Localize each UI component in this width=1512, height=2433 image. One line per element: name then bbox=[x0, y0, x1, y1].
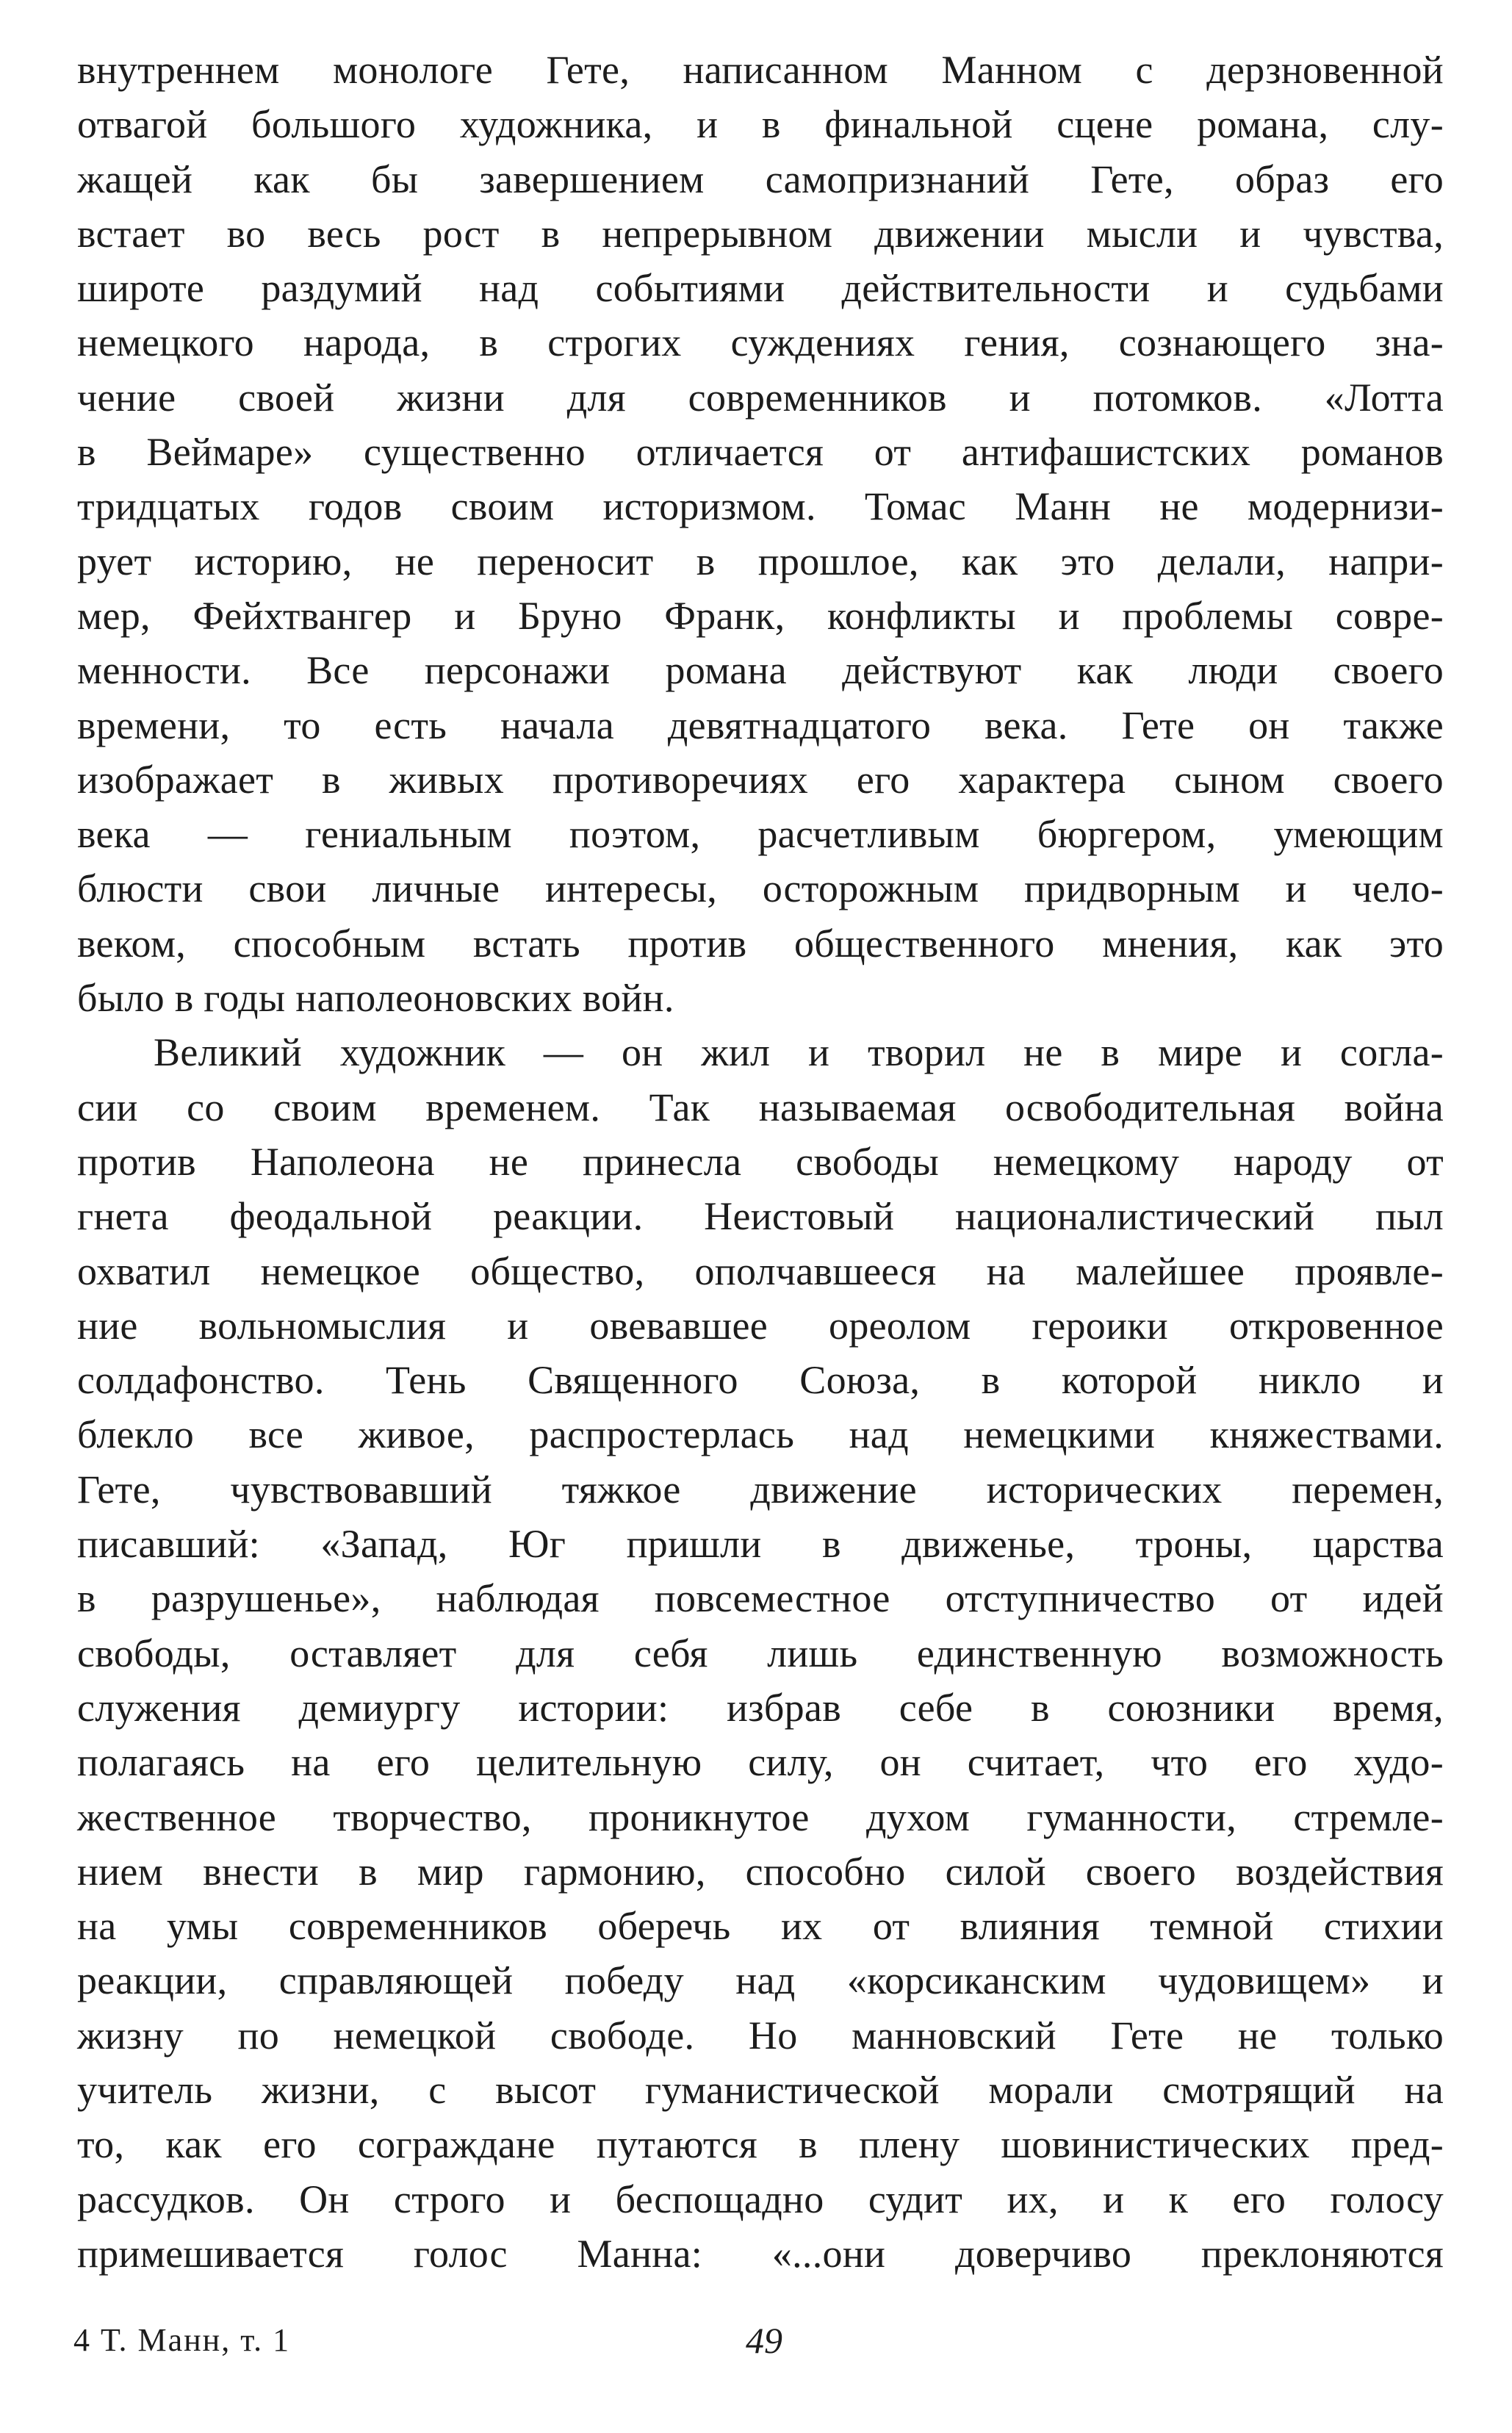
text-line: гнета феодальной реакции. Неистовый националистический пыл bbox=[77, 1194, 1444, 1239]
text-line: солдафонство. Тень Священного Союза, в которой никло и bbox=[77, 1358, 1444, 1403]
text-line: чение своей жизни для современников и потомков. «Лотта bbox=[77, 375, 1444, 420]
paragraph-1 bbox=[77, 43, 1444, 1025]
text-line: Гете, чувствовавший тяжкое движение исторических перемен, bbox=[77, 1467, 1444, 1512]
text-line: веком, способным встать против общественного мнения, как это bbox=[77, 921, 1444, 966]
text-line: полагаясь на его целительную силу, он считает, что его худо- bbox=[77, 1740, 1444, 1785]
text-line: времени, то есть начала девятнадцатого века. Гете он также bbox=[77, 702, 1444, 747]
text-line: жественное творчество, проникнутое духом гуманности, стремле- bbox=[77, 1794, 1444, 1839]
text-line: менности. Все персонажи романа действуют как люди своего bbox=[77, 648, 1444, 693]
text-line: примешивается голос Манна: «...они доверчиво преклоняются bbox=[77, 2231, 1444, 2276]
printer-signature: 4 Т. Манн, т. 1 bbox=[73, 2322, 291, 2358]
text-line: широте раздумий над событиями действительности и судьбами bbox=[77, 266, 1444, 311]
text-line: то, как его сограждане путаются в плену шовинистических пред- bbox=[77, 2122, 1444, 2167]
text-line: встает во весь рост в непрерывном движении мысли и чувства, bbox=[77, 211, 1444, 256]
text-line: блекло все живое, распростерлась над немецкими княжествами. bbox=[77, 1412, 1444, 1457]
page-footer bbox=[73, 2315, 1440, 2366]
text-line: рассудков. Он строго и беспощадно судит их, и к его голосу bbox=[77, 2177, 1444, 2221]
text-line: немецкого народа, в строгих суждениях гения, сознающего зна- bbox=[77, 320, 1444, 365]
text-line: на умы современников оберечь их от влияния темной стихии bbox=[77, 1904, 1444, 1949]
text-line: сии со своим временем. Так называемая освободительная война bbox=[77, 1085, 1444, 1129]
text-line: отвагой большого художника, и в финальной сцене романа, слу- bbox=[77, 102, 1444, 147]
text-line: служения демиургу истории: избрав себе в союзники время, bbox=[77, 1685, 1444, 1730]
text-line: было в годы наполеоновских войн. bbox=[77, 976, 674, 1021]
text-line: нием внести в мир гармонию, способно силой своего воздействия bbox=[77, 1849, 1444, 1894]
text-line: рует историю, не переносит в прошлое, как это делали, напри- bbox=[77, 539, 1444, 583]
text-line: в Веймаре» существенно отличается от антифашистских романов bbox=[77, 430, 1444, 475]
text-line: охватил немецкое общество, ополчавшееся на малейшее проявле- bbox=[77, 1248, 1444, 1293]
text-line: против Наполеона не принесла свободы немецкому народу от bbox=[77, 1139, 1444, 1184]
text-line: свободы, оставляет для себя лишь единственную возможность bbox=[77, 1631, 1444, 1675]
text-line: учитель жизни, с высот гуманистической морали смотрящий на bbox=[77, 2067, 1444, 2112]
text-line: жащей как бы завершением самопризнаний Гете, образ его bbox=[77, 157, 1444, 201]
text-line: ние вольномыслия и овевавшее ореолом героики откровенное bbox=[77, 1303, 1444, 1348]
text-line: века — гениальным поэтом, расчетливым бюргером, умеющим bbox=[77, 812, 1444, 857]
text-line: внутреннем монологе Гете, написанном Манном с дерзновенной bbox=[77, 48, 1444, 92]
text-line: блюсти свои личные интересы, осторожным придворным и чело- bbox=[77, 866, 1444, 911]
text-line: изображает в живых противоречиях его характера сыном своего bbox=[77, 757, 1444, 802]
text-line: мер, Фейхтвангер и Бруно Франк, конфликты и проблемы совре- bbox=[77, 593, 1444, 638]
text-line: реакции, справляющей победу над «корсиканским чудовищем» и bbox=[77, 1958, 1444, 2003]
text-line: писавший: «Запад, Юг пришли в движенье, троны, царства bbox=[77, 1522, 1444, 1567]
body-text bbox=[77, 43, 1444, 2281]
text-line: в разрушенье», наблюдая повсеместное отступничество от идей bbox=[77, 1576, 1444, 1621]
text-line: жизну по немецкой свободе. Но манновский Гете не только bbox=[77, 2013, 1444, 2058]
page-number: 49 bbox=[746, 2320, 782, 2361]
text-line: тридцатых годов своим историзмом. Томас Манн не модернизи- bbox=[77, 484, 1444, 529]
text-line: Великий художник — он жил и творил не в мире и согла- bbox=[154, 1030, 1444, 1075]
paragraph-2 bbox=[77, 1025, 1444, 2281]
